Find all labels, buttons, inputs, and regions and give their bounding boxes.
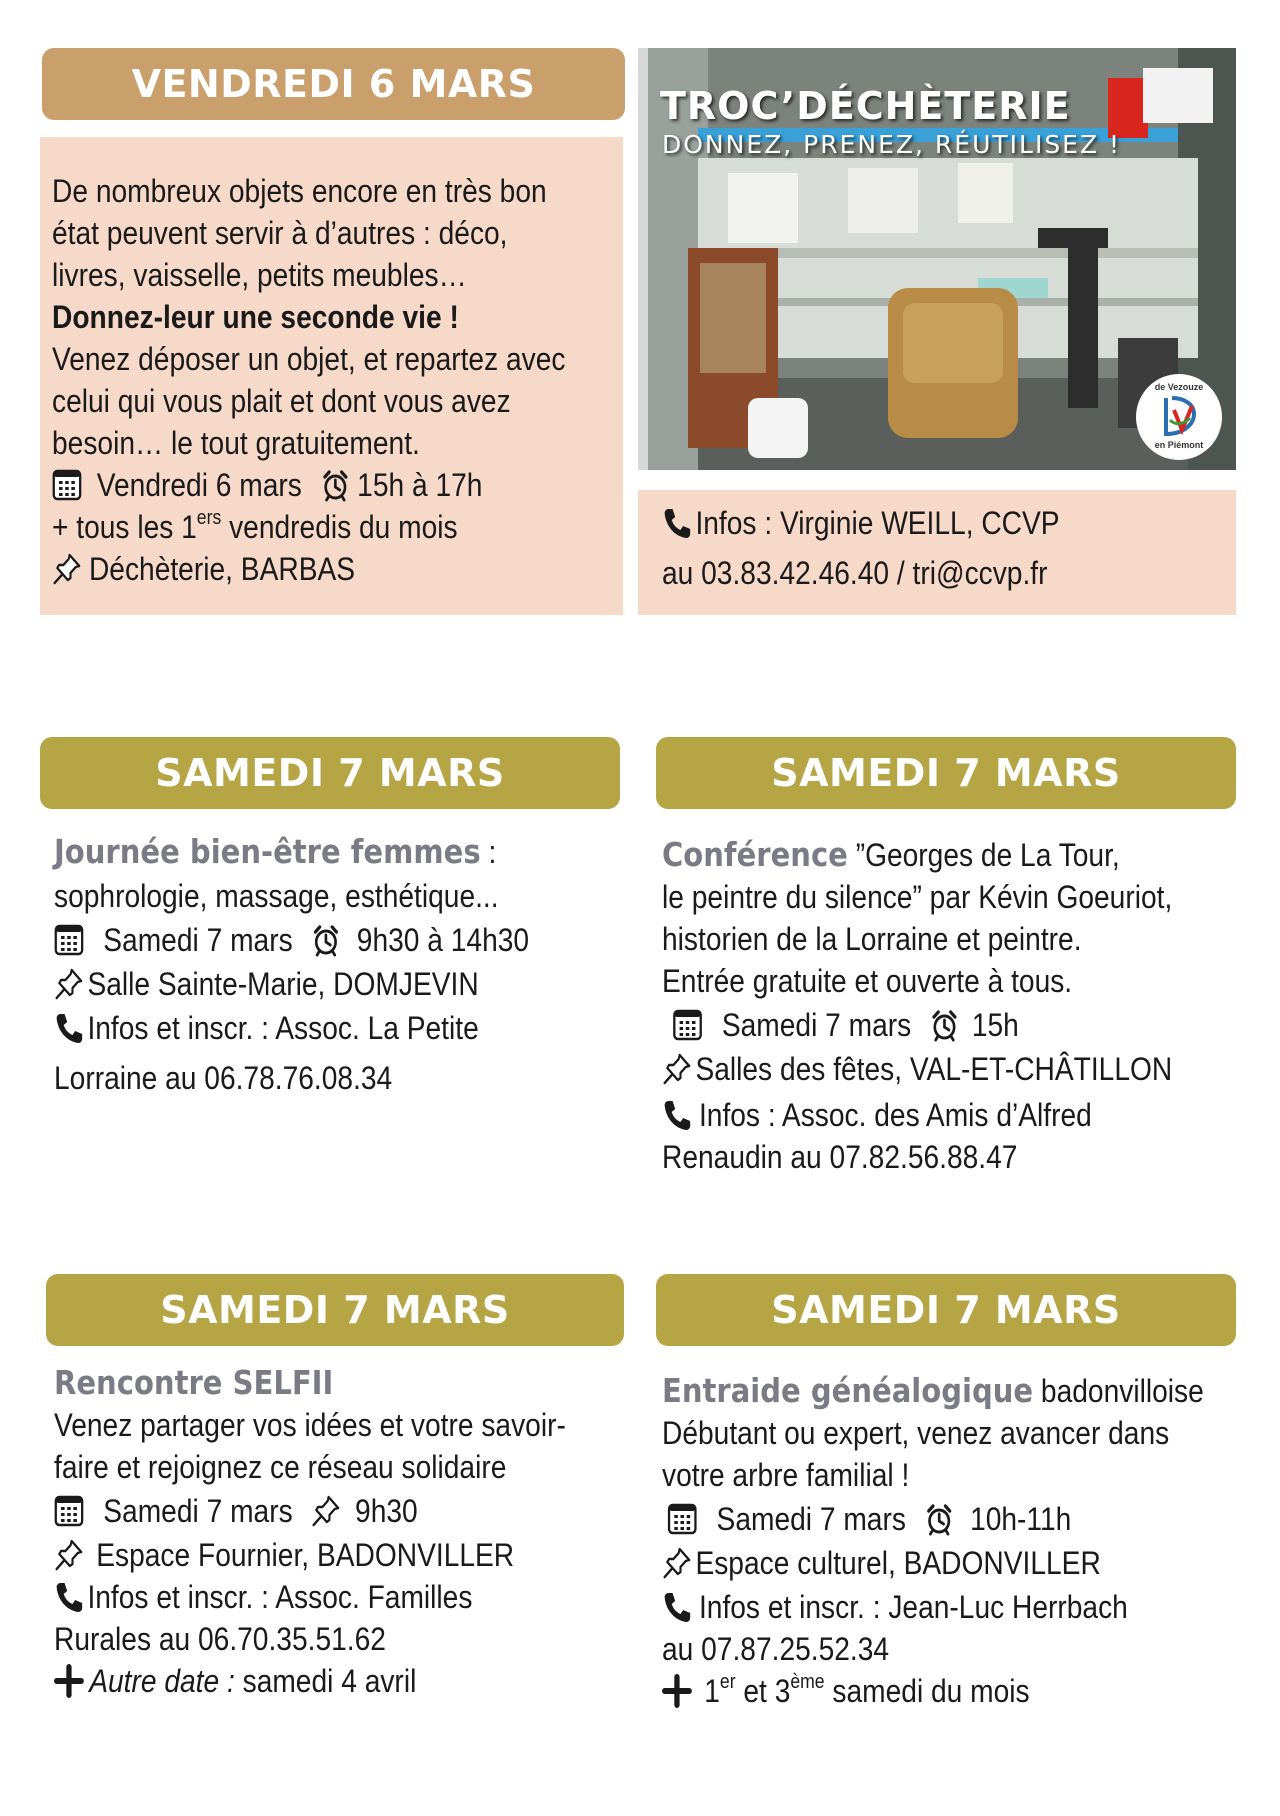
- alarm-clock-icon: [924, 1502, 954, 1536]
- event5-recurrence: [662, 1670, 1204, 1712]
- event1-info-line1: [662, 498, 1060, 548]
- banner-samedi-7-mars-1: SAMEDI 7 MARS: [40, 737, 620, 809]
- event1-recurrence: [52, 506, 565, 548]
- logo-bottom-text: en Piémont: [1154, 440, 1204, 450]
- phone-icon: [662, 1590, 692, 1624]
- troc-decheterie-photo: [638, 48, 1236, 470]
- event2-time: 9h30 à 14h30: [356, 922, 530, 958]
- event1-info1: Infos : Virginie WEILL, CCVP: [695, 505, 1060, 541]
- event3-time: 15h: [971, 1007, 1019, 1043]
- event3-lead-line: [662, 834, 1172, 876]
- event4-other-date: [54, 1660, 566, 1702]
- banner-samedi-7-mars-4: SAMEDI 7 MARS: [656, 1274, 1236, 1346]
- event4-other-label: Autre date :: [89, 1663, 235, 1699]
- event3-date: Samedi 7 mars: [721, 1007, 912, 1043]
- calendar-icon: [673, 1008, 703, 1042]
- event3-lead: Conférence: [662, 835, 848, 874]
- event4-lead-line: [54, 1362, 566, 1404]
- event2-text: [54, 830, 529, 1100]
- event4-text: [54, 1362, 566, 1702]
- event4-info2: Rurales au 06.70.35.51.62: [54, 1621, 386, 1657]
- event3-line3: historien de la Lorraine et peintre.: [662, 921, 1082, 957]
- calendar-icon: [54, 1494, 84, 1528]
- event4-lead: Rencontre SELFII: [54, 1363, 334, 1402]
- event4-place: Espace Fournier, BADONVILLER: [96, 1537, 515, 1573]
- ccvp-logo: [1136, 374, 1222, 460]
- event5-info1: Infos et inscr. : Jean-Luc Herrbach: [698, 1589, 1128, 1625]
- event5-time: 10h-11h: [970, 1501, 1072, 1537]
- event5-lead-line: [662, 1370, 1204, 1412]
- plus-icon: [54, 1664, 84, 1698]
- event5-datetime: [662, 1498, 1204, 1540]
- phone-icon: [662, 1098, 692, 1132]
- event5-text: [662, 1370, 1204, 1712]
- logo-top-text: de Vezouze: [1154, 382, 1204, 392]
- calendar-icon: [52, 468, 82, 502]
- event2-place: Salle Sainte-Marie, DOMJEVIN: [87, 966, 479, 1002]
- alarm-clock-icon: [311, 923, 341, 957]
- event1-date: Vendredi 6 mars: [96, 467, 302, 503]
- event1-info-line2: au 03.83.42.46.40 / tri@ccvp.fr: [662, 555, 1048, 591]
- alarm-clock-icon: [930, 1008, 960, 1042]
- event5-recur-a: 1: [704, 1673, 720, 1709]
- event2-info1: Infos et inscr. : Assoc. La Petite: [87, 1010, 479, 1046]
- event3-line4: Entrée gratuite et ouverte à tous.: [662, 963, 1073, 999]
- event4-info-line1: [54, 1576, 566, 1618]
- calendar-icon: [667, 1502, 697, 1536]
- event1-line4: Donnez-leur une seconde vie !: [52, 299, 459, 335]
- event3-lead-rest: ”Georges de La Tour,: [847, 837, 1120, 873]
- event4-place-line: [54, 1534, 566, 1576]
- event3-place: Salles des fêtes, VAL-ET-CHÂTILLON: [695, 1051, 1173, 1087]
- event2-date: Samedi 7 mars: [103, 922, 293, 958]
- phone-icon: [54, 1011, 84, 1045]
- event3-datetime: [662, 1004, 1172, 1046]
- event1-recur-sup: ers: [196, 507, 222, 529]
- event2-place-line: [54, 962, 529, 1006]
- event2-line2: sophrologie, massage, esthétique...: [54, 878, 499, 914]
- event3-info-line1: [662, 1094, 1172, 1136]
- pin-icon: [54, 1538, 84, 1572]
- event2-datetime: [54, 918, 529, 962]
- event1-line6: celui qui vous plait et dont vous avez: [52, 383, 511, 419]
- photo-subtitle: DONNEZ, PRENEZ, RÉUTILISEZ !: [662, 130, 1122, 159]
- phone-icon: [54, 1580, 84, 1614]
- event5-date: Samedi 7 mars: [716, 1501, 906, 1537]
- event1-line7: besoin… le tout gratuitement.: [52, 425, 420, 461]
- event1-time: 15h à 17h: [357, 467, 483, 503]
- event4-date: Samedi 7 mars: [103, 1493, 293, 1529]
- event4-line3: faire et rejoignez ce réseau solidaire: [54, 1449, 507, 1485]
- pin-icon: [662, 1052, 692, 1086]
- event1-line2: état peuvent servir à d’autres : déco,: [52, 215, 508, 251]
- event2-info2: Lorraine au 06.78.76.08.34: [54, 1060, 393, 1096]
- event5-line3: votre arbre familial !: [662, 1457, 910, 1493]
- event1-recur-pre: + tous les 1: [52, 509, 197, 545]
- event4-datetime: [54, 1490, 566, 1532]
- photo-title: TROC’DÉCHÈTERIE: [660, 84, 1071, 128]
- event1-line1: De nombreux objets encore en très bon: [52, 173, 547, 209]
- event3-info2: Renaudin au 07.82.56.88.47: [662, 1139, 1018, 1175]
- event4-info1: Infos et inscr. : Assoc. Familles: [87, 1579, 473, 1615]
- banner-vendredi-6-mars: VENDREDI 6 MARS: [42, 48, 625, 120]
- event3-text: [662, 834, 1172, 1178]
- event4-line2: Venez partager vos idées et votre savoir-: [54, 1407, 566, 1443]
- pin-icon: [662, 1546, 692, 1580]
- pin-icon: [54, 967, 84, 1001]
- event5-recur-b: et 3: [735, 1673, 791, 1709]
- banner-samedi-7-mars-2: SAMEDI 7 MARS: [656, 737, 1236, 809]
- event5-lead-rest: badonvilloise: [1033, 1373, 1204, 1409]
- event2-lead-rest: :: [480, 834, 497, 870]
- event1-recur-post: vendredis du mois: [221, 509, 458, 545]
- plus-icon: [662, 1674, 692, 1708]
- event1-line3: livres, vaisselle, petits meubles…: [52, 257, 467, 293]
- event5-place: Espace culturel, BADONVILLER: [695, 1545, 1101, 1581]
- pin-icon: [52, 552, 82, 586]
- alarm-clock-icon: [320, 468, 350, 502]
- event1-info: [662, 498, 1060, 598]
- event2-info-line1: [54, 1006, 529, 1050]
- event3-info1: Infos : Assoc. des Amis d’Alfred: [698, 1097, 1092, 1133]
- banner-samedi-7-mars-3: SAMEDI 7 MARS: [46, 1274, 624, 1346]
- event5-recur-a-sup: er: [719, 1671, 736, 1693]
- event5-info2: au 07.87.25.52.34: [662, 1631, 890, 1667]
- event2-lead: Journée bien-être femmes: [54, 832, 481, 871]
- event5-recur-b-sup: ème: [790, 1671, 825, 1693]
- pin-icon: [311, 1494, 341, 1528]
- event3-place-line: [662, 1048, 1172, 1090]
- event5-place-line: [662, 1542, 1204, 1584]
- event5-info-line1: [662, 1586, 1204, 1628]
- event5-lead: Entraide généalogique: [662, 1371, 1034, 1410]
- event1-line5: Venez déposer un objet, et repartez avec: [52, 341, 566, 377]
- event4-time: 9h30: [355, 1493, 418, 1529]
- phone-icon: [662, 506, 692, 540]
- event5-line2: Débutant ou expert, venez avancer dans: [662, 1415, 1170, 1451]
- event5-recur-c: samedi du mois: [824, 1673, 1030, 1709]
- calendar-icon: [54, 923, 84, 957]
- event1-datetime: [52, 464, 565, 506]
- event1-text: [52, 170, 565, 590]
- event1-place-line: [52, 548, 565, 590]
- event1-place: Déchèterie, BARBAS: [88, 551, 356, 587]
- event4-other-value: samedi 4 avril: [234, 1663, 417, 1699]
- event2-lead-line: [54, 830, 529, 874]
- event3-line2: le peintre du silence” par Kévin Goeuriot,: [662, 879, 1173, 915]
